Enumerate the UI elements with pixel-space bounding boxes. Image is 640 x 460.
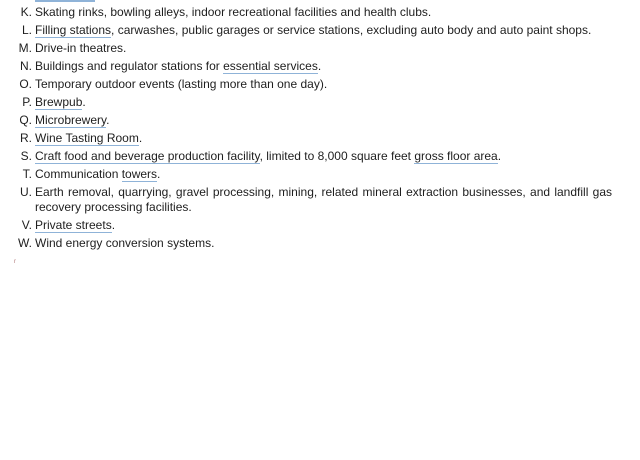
defined-term-link[interactable]: gross floor area [414,149,498,163]
list-item-letter: V. [21,218,32,232]
list-item [0,131,640,146]
list-item-text [35,77,612,92]
text-run: Temporary outdoor events (lasting more than one day). [35,77,328,91]
list-item [0,95,640,110]
defined-term-link[interactable]: towers [121,167,158,181]
text-run: . [106,113,110,127]
list-item-letter: R. [20,131,32,145]
list-item-letter: M. [18,41,32,55]
list-item-letter: W. [18,236,32,250]
list-item-letter: K. [20,5,32,19]
text-run: . [317,59,322,73]
list-item [0,167,640,182]
list-item-text [35,41,612,56]
text-run: , carwashes, public garages or service stations, excluding auto body and auto paint shops. [111,23,592,37]
list-item-letter: L. [21,23,32,37]
list-item-text [35,113,612,128]
defined-term-link[interactable]: Brewpub [35,95,83,109]
continued-link-underline [35,0,95,2]
text-run: . [138,131,143,145]
list-item [0,185,640,215]
list-item-letter: T. [22,167,32,181]
list-item-letter: P. [22,95,32,109]
list-item-text [35,131,612,146]
list-item-text [35,95,612,110]
list-item [0,59,640,74]
text-run: . [157,167,161,181]
text-run: Buildings and regulator stations for [35,59,224,73]
list-item-letter: Q. [19,113,32,127]
list-item-text [35,149,612,164]
text-run: . [111,218,116,232]
list-item [0,113,640,128]
margin-mark: r [14,259,16,265]
permitted-uses-list [0,5,640,251]
text-run: Earth removal, quarrying, gravel processing, mining, related mineral extraction businesses, and landfill gas recovery processing facilities. [35,185,612,214]
defined-term-link[interactable]: essential services [223,59,318,73]
text-run: , limited to 8,000 square feet [259,149,415,163]
list-item [0,236,640,251]
list-item-letter: O. [19,77,32,91]
list-item-text [35,167,612,182]
defined-term-link[interactable]: Wine Tasting Room [35,131,139,145]
list-item-text [35,218,612,233]
list-item [0,77,640,92]
text-run: Skating rinks, bowling alleys, indoor recreational facilities and health clubs. [35,5,432,19]
text-run: . [497,149,502,163]
list-item [0,5,640,20]
list-item [0,218,640,233]
list-item-text [35,5,612,20]
text-run: . [82,95,86,109]
list-item-letter: U. [20,185,32,199]
text-run: Wind energy conversion systems. [35,236,215,250]
list-item [0,23,640,38]
list-item-text [35,185,612,215]
defined-term-link[interactable]: Microbrewery [35,113,107,127]
list-item-letter: S. [20,149,32,163]
defined-term-link[interactable]: Private streets [35,218,112,232]
defined-term-link[interactable]: Craft food and beverage production facility [35,149,260,163]
text-run: Drive-in theatres. [35,41,127,55]
defined-term-link[interactable]: Filling stations [35,23,112,37]
text-run: Communication [35,167,122,181]
list-item [0,149,640,164]
list-item-text [35,23,612,38]
list-item-text [35,236,612,251]
list-item [0,41,640,56]
list-item-letter: N. [20,59,32,73]
list-item-text [35,59,612,74]
